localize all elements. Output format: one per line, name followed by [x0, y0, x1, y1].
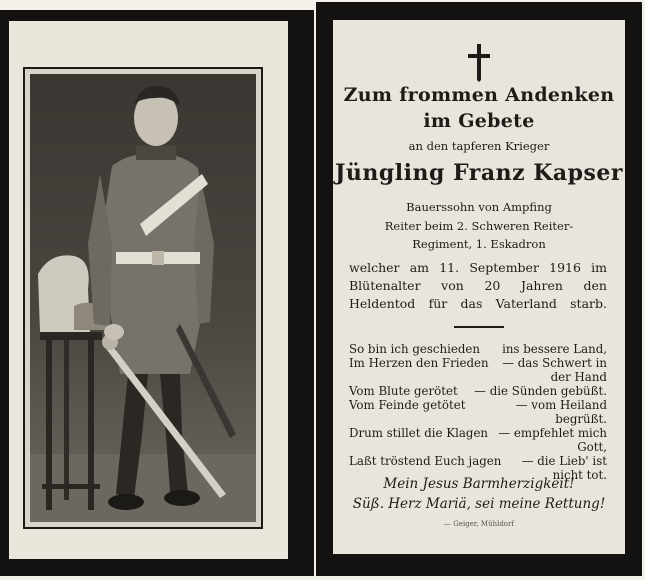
title-line-2: im Gebete	[423, 110, 535, 132]
origin: Bauerssohn von Ampfing	[406, 200, 552, 214]
poem-line: Drum stillet die Klagen — empfehlet mich	[349, 426, 607, 440]
poem-line-end: nicht tot.	[552, 468, 607, 482]
prayer-card	[316, 2, 642, 576]
closing-line-2: Süß. Herz Mariä, sei meine Rettung!	[352, 496, 606, 512]
photo-card-mount	[9, 21, 288, 559]
poem-line: Im Herzen den Frieden — das Schwert in	[349, 356, 607, 370]
poem-line-end: der Hand	[550, 370, 607, 384]
unit-line-2: Regiment, 1. Eskadron	[412, 237, 546, 251]
title-line-1: Zum frommen Andenken	[343, 84, 615, 106]
poem	[349, 342, 607, 482]
photo-card	[0, 10, 314, 576]
dedication: an den tapferen Krieger	[408, 139, 550, 153]
poem-line: Vom Blute gerötet — die Sünden gebüßt.	[349, 384, 607, 398]
death-line-1: welcher am 11. September 1916 im	[349, 260, 607, 275]
cross-icon	[464, 42, 494, 82]
deceased-name: Jüngling Franz Kapser	[335, 160, 623, 186]
death-line-3: Heldentod für das Vaterland starb.	[349, 296, 607, 311]
poem-line-end: begrüßt.	[555, 412, 607, 426]
poem-line: Vom Feinde getötet — vom Heiland	[349, 398, 607, 412]
printer-credit: — Geiger, Mühldorf	[444, 520, 514, 528]
death-line-2: Blütenalter von 20 Jahren den	[349, 278, 607, 293]
poem-line: So bin ich geschieden ins bessere Land,	[349, 342, 607, 356]
prayer-card-text-panel	[333, 20, 625, 554]
poem-line: Laßt tröstend Euch jagen — die Lieb' ist	[349, 454, 607, 468]
divider	[454, 326, 504, 328]
unit-line-1: Reiter beim 2. Schweren Reiter-	[384, 219, 574, 233]
closing-line-1: Mein Jesus Barmherzigkeit!	[383, 476, 575, 492]
soldier-photo	[30, 74, 256, 522]
photo-frame	[23, 67, 263, 529]
poem-line-end: Gott,	[577, 440, 607, 454]
